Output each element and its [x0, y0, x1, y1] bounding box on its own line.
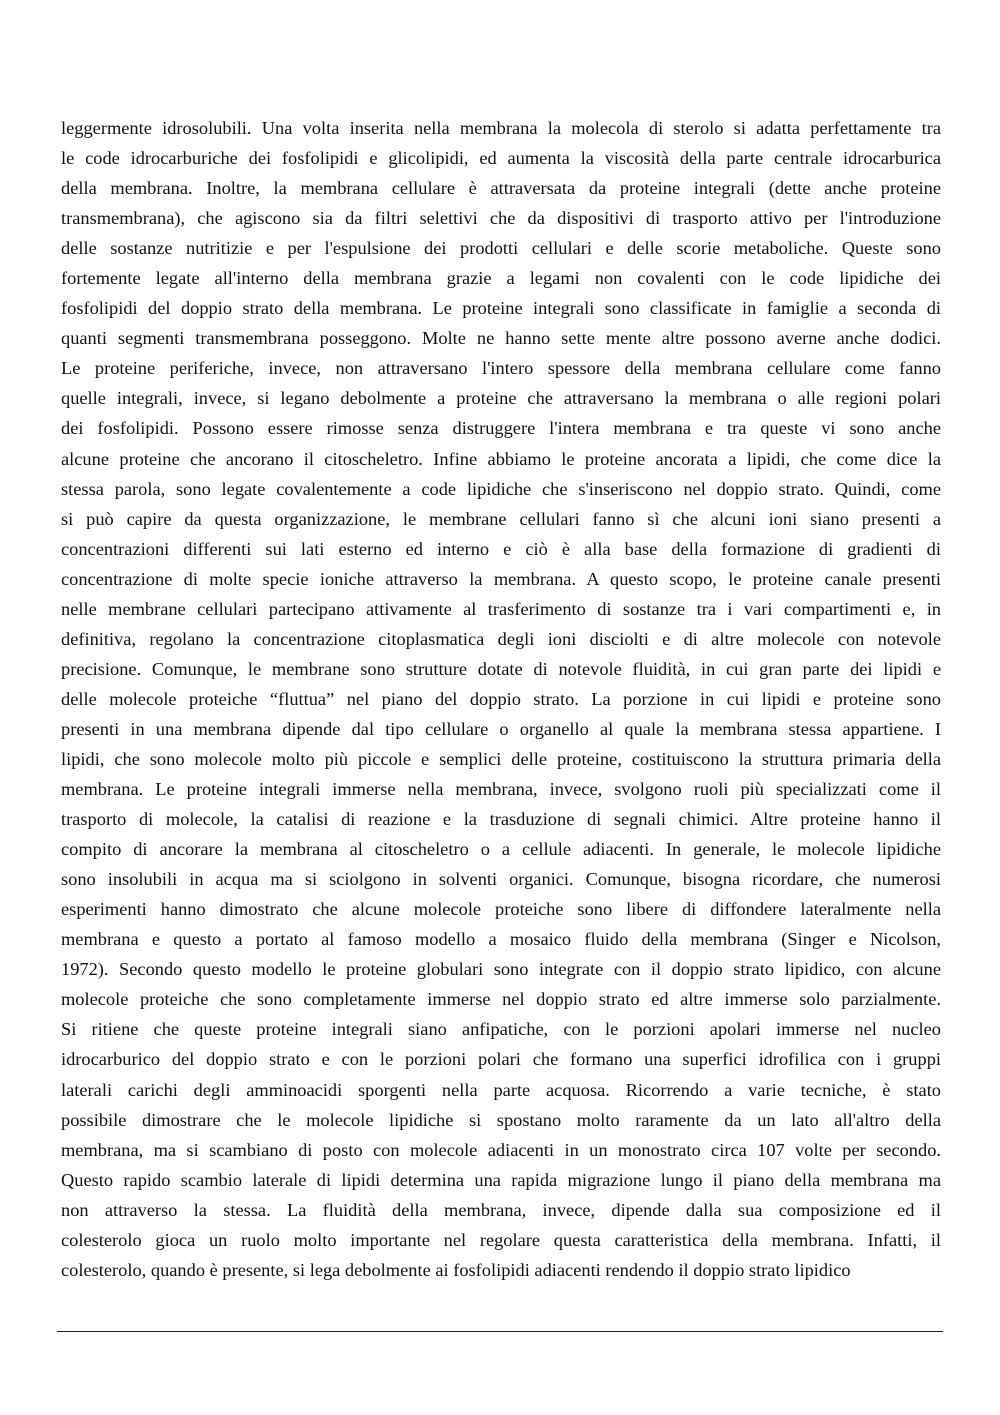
text-line: si può capire da questa organizzazione, le membrane cellulari fanno sì che alcuni ioni siano presenti a [61, 508, 941, 529]
text-line: alcune proteine che ancorano il citoscheletro. Infine abbiamo le proteine ancorata a lipidi, che come dice la [61, 448, 941, 469]
text-line: lipidi, che sono molecole molto più piccole e semplici delle proteine, costituiscono la struttura primaria della [61, 748, 941, 769]
text-line: sono insolubili in acqua ma si sciolgono in solventi organici. Comunque, bisogna ricordare, che numerosi [61, 869, 941, 890]
text-line: colesterolo gioca un ruolo molto importante nel regolare questa caratteristica della membrana. Infatti, il [61, 1229, 941, 1250]
text-line: possibile dimostrare che le molecole lipidiche si spostano molto raramente da un lato all'altro della [61, 1109, 941, 1130]
text-line: stessa parola, sono legate covalentemente a code lipidiche che s'inseriscono nel doppio strato. Quindi, come [61, 478, 941, 499]
body-paragraph [61, 113, 941, 1285]
text-line: membrana, ma si scambiano di posto con molecole adiacenti in un monostrato circa 107 volte per secondo. [61, 1139, 941, 1160]
text-line: concentrazione di molte specie ioniche attraverso la membrana. A questo scopo, le proteine canale presenti [61, 568, 941, 589]
text-line: definitiva, regolano la concentrazione citoplasmatica degli ioni disciolti e di altre molecole con notevole [61, 628, 941, 649]
text-line: membrana. Le proteine integrali immerse nella membrana, invece, svolgono ruoli più specializzati come il [61, 779, 941, 800]
text-line: delle molecole proteiche “fluttua” nel piano del doppio strato. La porzione in cui lipidi e proteine sono [61, 688, 941, 709]
text-line: transmembrana), che agiscono sia da filtri selettivi che da dispositivi di trasporto attivo per l'introduzione [61, 208, 941, 229]
text-line: le code idrocarburiche dei fosfolipidi e glicolipidi, ed aumenta la viscosità della parte centrale idrocarburica [61, 148, 941, 169]
text-line: delle sostanze nutritizie e per l'espulsione dei prodotti cellulari e delle scorie metaboliche. Queste sono [61, 238, 941, 259]
text-line: compito di ancorare la membrana al citoscheletro o a cellule adiacenti. In generale, le molecole lipidiche [61, 839, 941, 860]
text-line: Questo rapido scambio laterale di lipidi determina una rapida migrazione lungo il piano della membrana ma [61, 1169, 941, 1190]
text-line: esperimenti hanno dimostrato che alcune molecole proteiche sono libere di diffondere lateralmente nella [61, 899, 941, 920]
text-line: precisione. Comunque, le membrane sono strutture dotate di notevole fluidità, in cui gran parte dei lipidi e [61, 658, 941, 679]
text-line: colesterolo, quando è presente, si lega debolmente ai fosfolipidi adiacenti rendendo il doppio strato lipidico [61, 1259, 851, 1280]
text-line: concentrazioni differenti sui lati esterno ed interno e ciò è alla base della formazione di gradienti di [61, 538, 941, 559]
text-line: presenti in una membrana dipende dal tipo cellulare o organello al quale la membrana stessa appartiene. I [61, 718, 941, 739]
text-line: della membrana. Inoltre, la membrana cellulare è attraversata da proteine integrali (dette anche proteine [61, 178, 941, 199]
text-line: idrocarburico del doppio strato e con le porzioni polari che formano una superfici idrofilica con i gruppi [61, 1049, 941, 1070]
text-line: fortemente legate all'interno della membrana grazie a legami non covalenti con le code lipidiche dei [61, 268, 941, 289]
text-line: quelle integrali, invece, si legano debolmente a proteine che attraversano la membrana o alle regioni polari [61, 388, 941, 409]
text-line: fosfolipidi del doppio strato della membrana. Le proteine integrali sono classificate in famiglie a seconda di [61, 298, 941, 319]
footer-divider [57, 1331, 943, 1332]
text-line: leggermente idrosolubili. Una volta inserita nella membrana la molecola di sterolo si adatta perfettamente tra [61, 118, 941, 138]
text-line: trasporto di molecole, la catalisi di reazione e la trasduzione di segnali chimici. Altre proteine hanno il [61, 809, 941, 830]
text-line: membrana e questo a portato al famoso modello a mosaico fluido della membrana (Singer e Nicolson, [61, 929, 941, 950]
text-line: nelle membrane cellulari partecipano attivamente al trasferimento di sostanze tra i vari compartimenti e, in [61, 598, 941, 619]
text-line: Si ritiene che queste proteine integrali siano anfipatiche, con le porzioni apolari immerse nel nucleo [61, 1019, 941, 1040]
text-line: 1972). Secondo questo modello le proteine globulari sono integrate con il doppio strato lipidico, con alcune [61, 959, 941, 980]
text-line: laterali carichi degli amminoacidi sporgenti nella parte acquosa. Ricorrendo a varie tecniche, è stato [61, 1079, 941, 1100]
text-line: dei fosfolipidi. Possono essere rimosse senza distruggere l'intera membrana e tra queste vi sono anche [61, 418, 941, 439]
text-line: non attraverso la stessa. La fluidità della membrana, invece, dipende dalla sua composizione ed il [61, 1199, 941, 1220]
text-line: Le proteine periferiche, invece, non attraversano l'intero spessore della membrana cellulare come fanno [61, 358, 941, 379]
text-line: molecole proteiche che sono completamente immerse nel doppio strato ed altre immerse solo parzialmente. [61, 989, 941, 1010]
text-line: quanti segmenti transmembrana posseggono. Molte ne hanno sette mente altre possono averne anche dodici. [61, 328, 941, 349]
